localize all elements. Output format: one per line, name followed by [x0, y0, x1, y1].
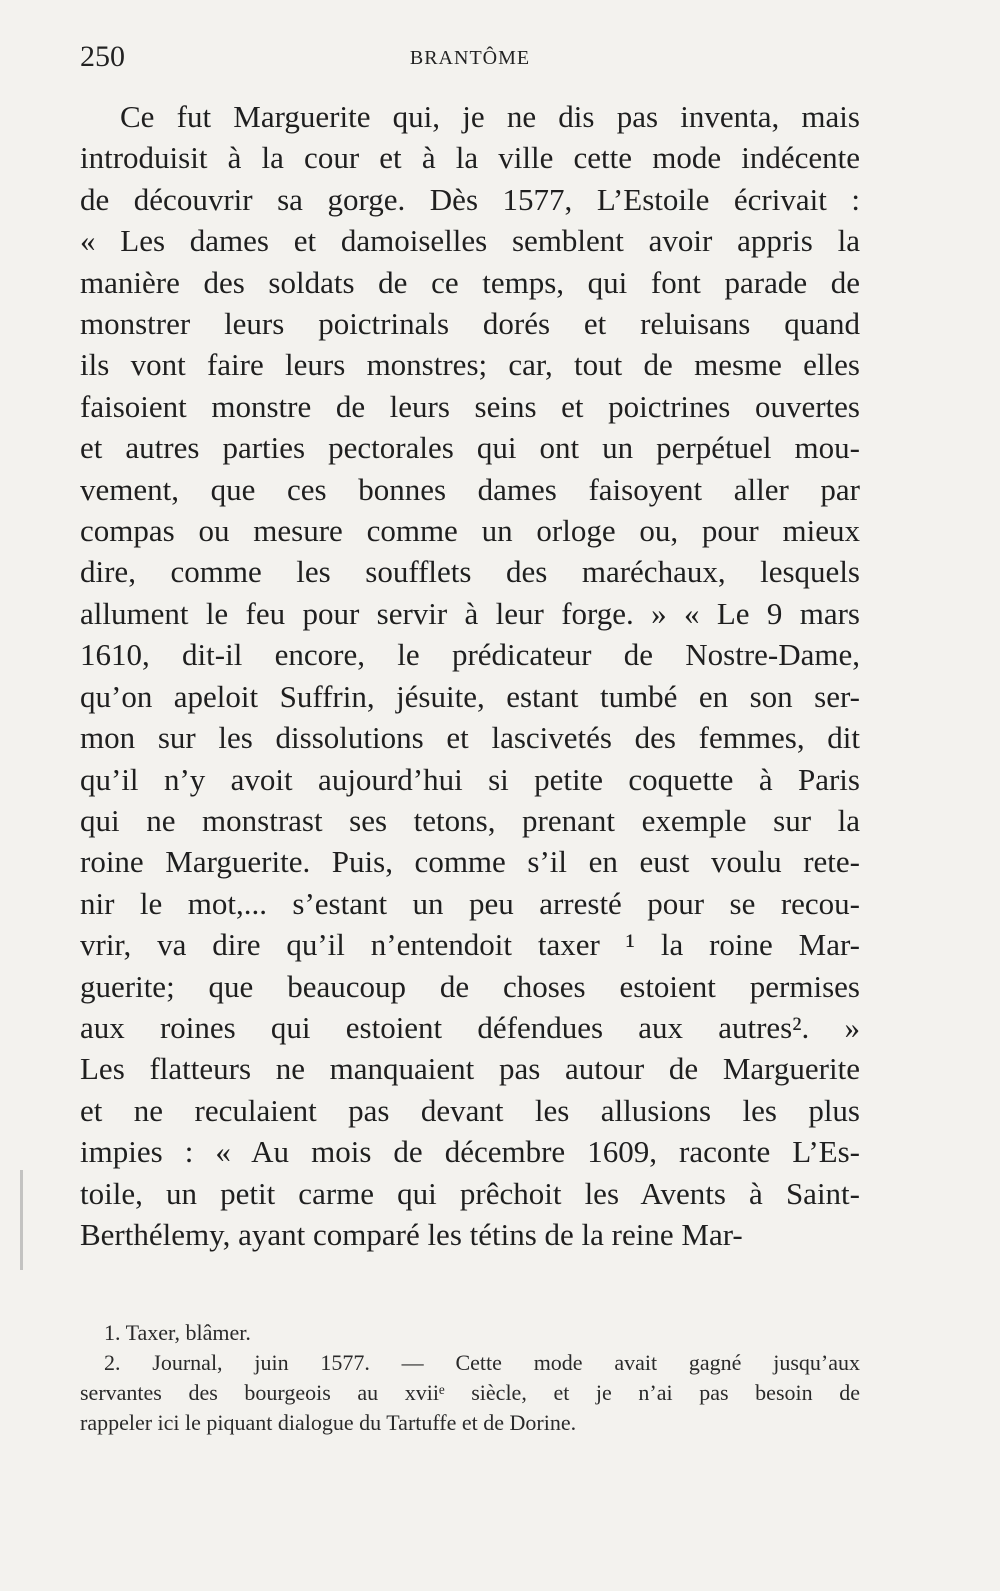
text-line: guerite; que beaucoup de choses estoient permises — [80, 968, 860, 1004]
text-line: dire, comme les soufflets des maréchaux, lesquels — [80, 554, 860, 590]
text-line: vrir, va dire qu’il n’entendoit taxer ¹ la roine Mar- — [80, 927, 860, 963]
running-head — [80, 40, 860, 80]
footnote-line: 2. Journal, juin 1577. — Cette mode avait gagné jusqu’aux — [104, 1350, 860, 1375]
text-line: et ne reculaient pas devant les allusions les plus — [80, 1092, 860, 1128]
text-line: allument le feu pour servir à leur forge. » « Le 9 mars — [80, 595, 860, 631]
body-text — [80, 96, 860, 1255]
text-line: Les flatteurs ne manquaient pas autour de Marguerite — [80, 1051, 860, 1087]
text-line: et autres parties pectorales qui ont un perpétuel mou- — [80, 430, 860, 466]
text-line: 1610, dit-il encore, le prédicateur de Nostre-Dame, — [80, 637, 860, 673]
text-line: qu’il n’y avoit aujourd’hui si petite coquette à Paris — [80, 761, 860, 797]
page-number: 250 — [80, 40, 125, 73]
footnote-line: servantes des bourgeois au xviiᵉ siècle, et je n’ai pas besoin de — [80, 1380, 860, 1405]
text-line: qui ne monstrast ses tetons, prenant exemple sur la — [80, 802, 860, 838]
text-line: manière des soldats de ce temps, qui font parade de — [80, 264, 860, 300]
footnote-line: 1. Taxer, blâmer. — [104, 1320, 251, 1345]
text-line: « Les dames et damoiselles semblent avoir appris la — [80, 223, 860, 259]
text-line: impies : « Au mois de décembre 1609, raconte L’Es- — [80, 1134, 860, 1170]
text-line: nir le mot,... s’estant un peu arresté pour se recou- — [80, 885, 860, 921]
text-line: toile, un petit carme qui prêchoit les Avents à Saint- — [80, 1175, 860, 1211]
margin-mark — [20, 1170, 23, 1270]
text-line: compas ou mesure comme un orloge ou, pour mieux — [80, 513, 860, 549]
footnotes — [80, 1318, 860, 1438]
text-line: faisoient monstre de leurs seins et poictrines ouvertes — [80, 388, 860, 424]
text-line: roine Marguerite. Puis, comme s’il en eust voulu rete- — [80, 844, 860, 880]
text-line: mon sur les dissolutions et lascivetés des femmes, dit — [80, 720, 860, 756]
text-line: Berthélemy, ayant comparé les tétins de la reine Mar- — [80, 1216, 743, 1252]
text-line: aux roines qui estoient défendues aux autres². » — [80, 1009, 860, 1045]
text-line: introduisit à la cour et à la ville cette mode indécente — [80, 140, 860, 176]
running-title: BRANTÔME — [409, 47, 531, 69]
text-line: de découvrir sa gorge. Dès 1577, L’Estoile écrivait : — [80, 181, 860, 217]
footnote-line: rappeler ici le piquant dialogue du Tartuffe et de Dorine. — [80, 1410, 577, 1435]
text-line: ils vont faire leurs monstres; car, tout de mesme elles — [80, 347, 860, 383]
text-line: qu’on apeloit Suffrin, jésuite, estant tumbé en son ser- — [80, 678, 860, 714]
text-line: monstrer leurs poictrinals dorés et reluisans quand — [80, 306, 860, 342]
text-line: vement, que ces bonnes dames faisoyent aller par — [80, 471, 860, 507]
text-line: Ce fut Marguerite qui, je ne dis pas inventa, mais — [120, 99, 860, 134]
